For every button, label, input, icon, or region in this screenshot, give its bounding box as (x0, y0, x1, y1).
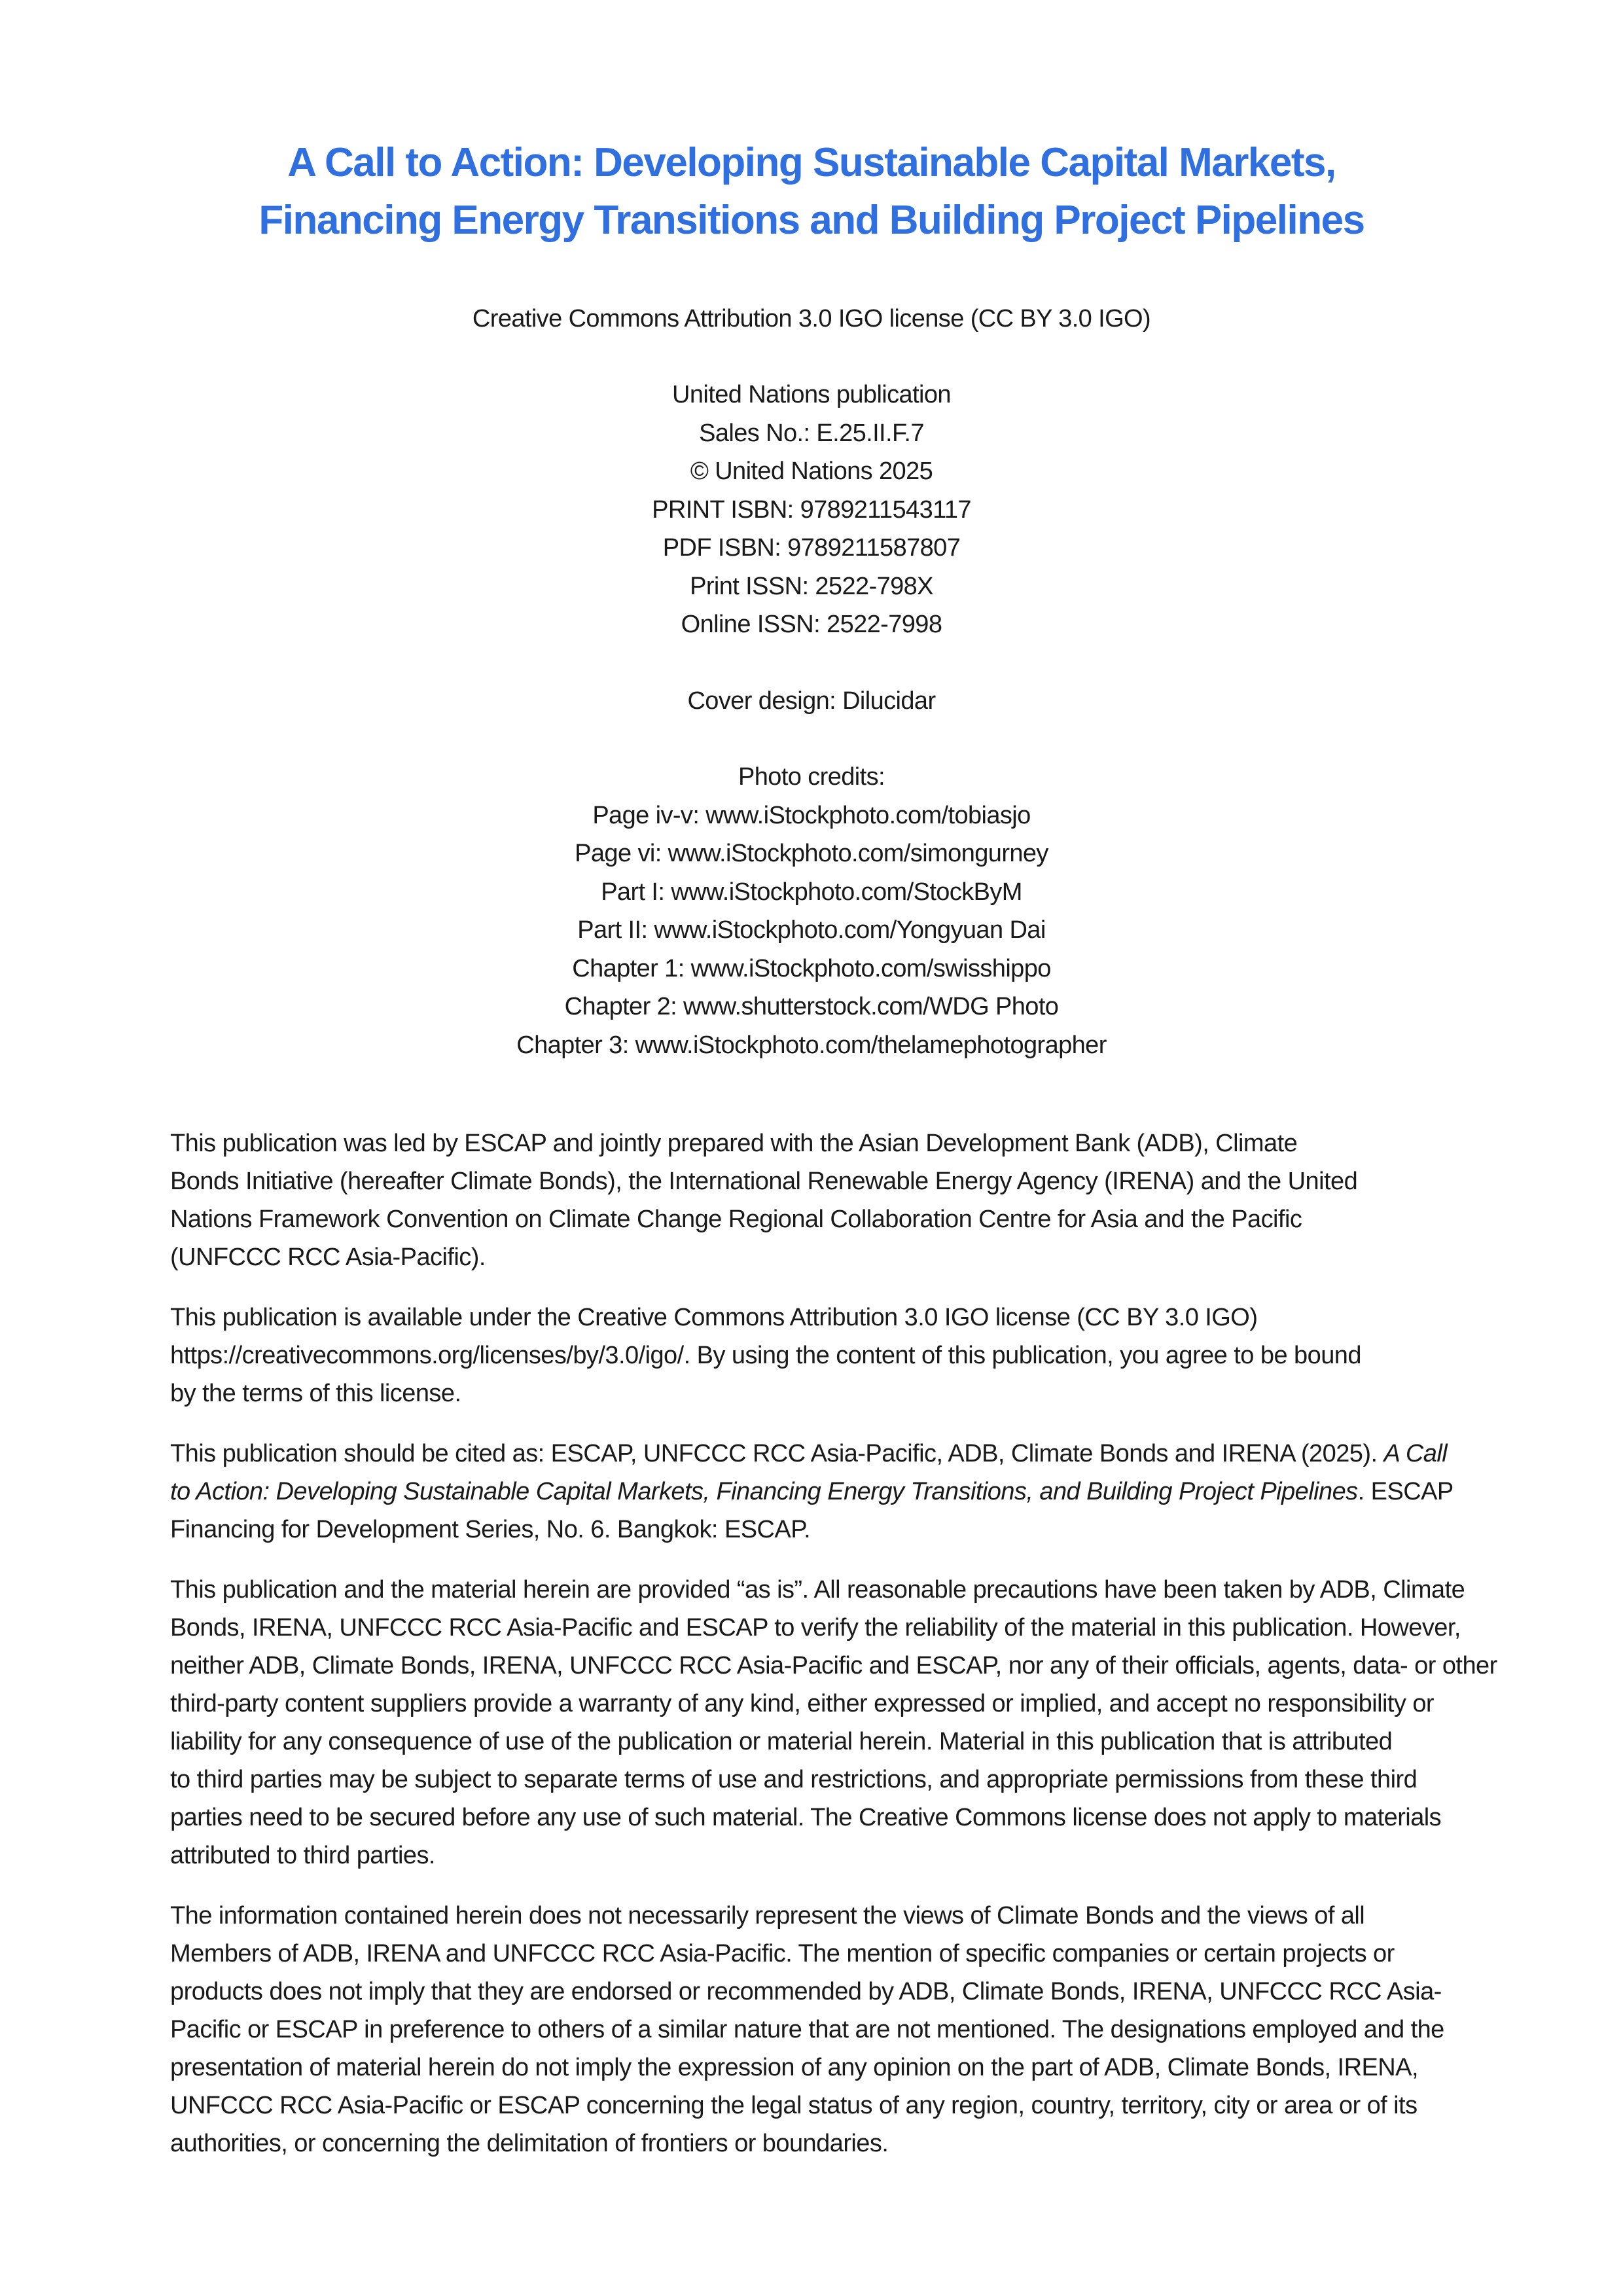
photo-credit-item: Page vi: www.iStockphoto.com/simongurney (575, 840, 1048, 867)
photo-credits (170, 758, 1453, 1064)
paragraph-license (170, 1299, 1466, 1412)
text-line: This publication is available under the Creative Commons Attribution 3.0 IGO license (CC BY 3.0 IGO) (170, 1304, 1258, 1331)
citation-lead: This publication should be cited as: ESCAP, UNFCCC RCC Asia-Pacific, ADB, Climate Bonds and IRENA (2025). (170, 1440, 1384, 1467)
legal-notices (170, 1124, 1497, 2185)
text-line: parties need to be secured before any use of such material. The Creative Commons license does not apply to materials (170, 1804, 1442, 1831)
photo-credit-item: Chapter 3: www.iStockphoto.com/thelamephotographer (516, 1031, 1107, 1059)
text-line: Bonds Initiative (hereafter Climate Bonds), the International Renewable Energy Agency (IRENA) and the United (170, 1168, 1358, 1195)
photo-credit-item: Part II: www.iStockphoto.com/Yongyuan Dai (577, 916, 1046, 944)
text-line: attributed to third parties. (170, 1842, 435, 1869)
text-line: to third parties may be subject to separate terms of use and restrictions, and appropriate permissions from these third (170, 1766, 1418, 1793)
print-issn: Print ISSN: 2522-798X (690, 572, 933, 600)
title-line-1: A Call to Action: Developing Sustainable Capital Markets, (287, 140, 1336, 185)
citation-tail: . ESCAP Financing for Development Series, No. 6. Bangkok: ESCAP. (170, 1478, 1454, 1543)
pdf-isbn: PDF ISBN: 9789211587807 (662, 534, 961, 562)
photo-credit-item: Chapter 2: www.shutterstock.com/WDG Photo (564, 993, 1059, 1020)
text-line: Bonds, IRENA, UNFCCC RCC Asia-Pacific and ESCAP to verify the reliability of the material in this publication. However, (170, 1614, 1461, 1641)
license-line: Creative Commons Attribution 3.0 IGO license (CC BY 3.0 IGO) (472, 305, 1151, 332)
paragraph-disclaimer (170, 1571, 1497, 1874)
text-line: presentation of material herein do not imply the expression of any opinion on the part of ADB, Climate Bonds, IRENA, (170, 2054, 1418, 2081)
text-line: https://creativecommons.org/licenses/by/3.0/igo/. By using the content of this publication, you agree to be bound (170, 1342, 1361, 1369)
text-line: Members of ADB, IRENA and UNFCCC RCC Asia-Pacific. The mention of specific companies or certain projects or (170, 1940, 1395, 1967)
page-title (170, 134, 1453, 249)
text-line: UNFCCC RCC Asia-Pacific or ESCAP concerning the legal status of any region, country, territory, city or area or of its (170, 2092, 1418, 2119)
copyright: © United Nations 2025 (690, 457, 933, 485)
paragraph-prepared-by (170, 1124, 1466, 1276)
text-line: This publication was led by ESCAP and jointly prepared with the Asian Development Bank (ADB), Climate (170, 1130, 1298, 1157)
cover-design-line: Cover design: Dilucidar (687, 687, 936, 715)
text-line: Pacific or ESCAP in preference to others of a similar nature that are not mentioned. The designations employed and the (170, 2016, 1444, 2043)
citation-title: A Call to Action: Developing Sustainable Capital Markets, Financing Energy Transitions, and Building Project Pipelines (170, 1440, 1448, 1505)
text-line: products does not imply that they are endorsed or recommended by ADB, Climate Bonds, IRENA, UNFCCC RCC Asia- (170, 1978, 1442, 2005)
text-line: Nations Framework Convention on Climate Change Regional Collaboration Centre for Asia and the Pacific (170, 1206, 1302, 1233)
text-line: The information contained herein does not necessarily represent the views of Climate Bonds and the views of all (170, 1902, 1365, 1929)
text-line: authorities, or concerning the delimitation of frontiers or boundaries. (170, 2130, 889, 2157)
online-issn: Online ISSN: 2522-7998 (681, 611, 942, 638)
photo-credit-item: Page iv-v: www.iStockphoto.com/tobiasjo (592, 801, 1031, 829)
text-line: neither ADB, Climate Bonds, IRENA, UNFCCC RCC Asia-Pacific and ESCAP, nor any of their officials, agents, data- or other (170, 1652, 1497, 1679)
license-notice (170, 300, 1453, 338)
paragraph-citation (170, 1435, 1466, 1549)
title-line-2: Financing Energy Transitions and Building Project Pipelines (259, 198, 1364, 243)
paragraph-views (170, 1897, 1466, 2162)
text-line: (UNFCCC RCC Asia-Pacific). (170, 1244, 486, 1271)
text-line: This publication and the material herein are provided “as is”. All reasonable precautions have been taken by ADB, Climate (170, 1576, 1465, 1604)
photo-credit-item: Chapter 1: www.iStockphoto.com/swisshippo (572, 954, 1051, 982)
photo-credits-heading: Photo credits: (738, 763, 885, 791)
text-line: by the terms of this license. (170, 1380, 461, 1407)
text-line: third-party content suppliers provide a warranty of any kind, either expressed or implied, and accept no responsibility or (170, 1690, 1435, 1717)
publication-info (170, 376, 1453, 644)
print-isbn: PRINT ISBN: 9789211543117 (652, 495, 971, 524)
cover-design (170, 682, 1453, 721)
text-line: liability for any consequence of use of the publication or material herein. Material in this publication that is attributed (170, 1728, 1393, 1755)
sales-number: Sales No.: E.25.II.F.7 (699, 419, 924, 447)
publication-type: United Nations publication (672, 381, 951, 408)
photo-credit-item: Part I: www.iStockphoto.com/StockByM (601, 878, 1022, 906)
